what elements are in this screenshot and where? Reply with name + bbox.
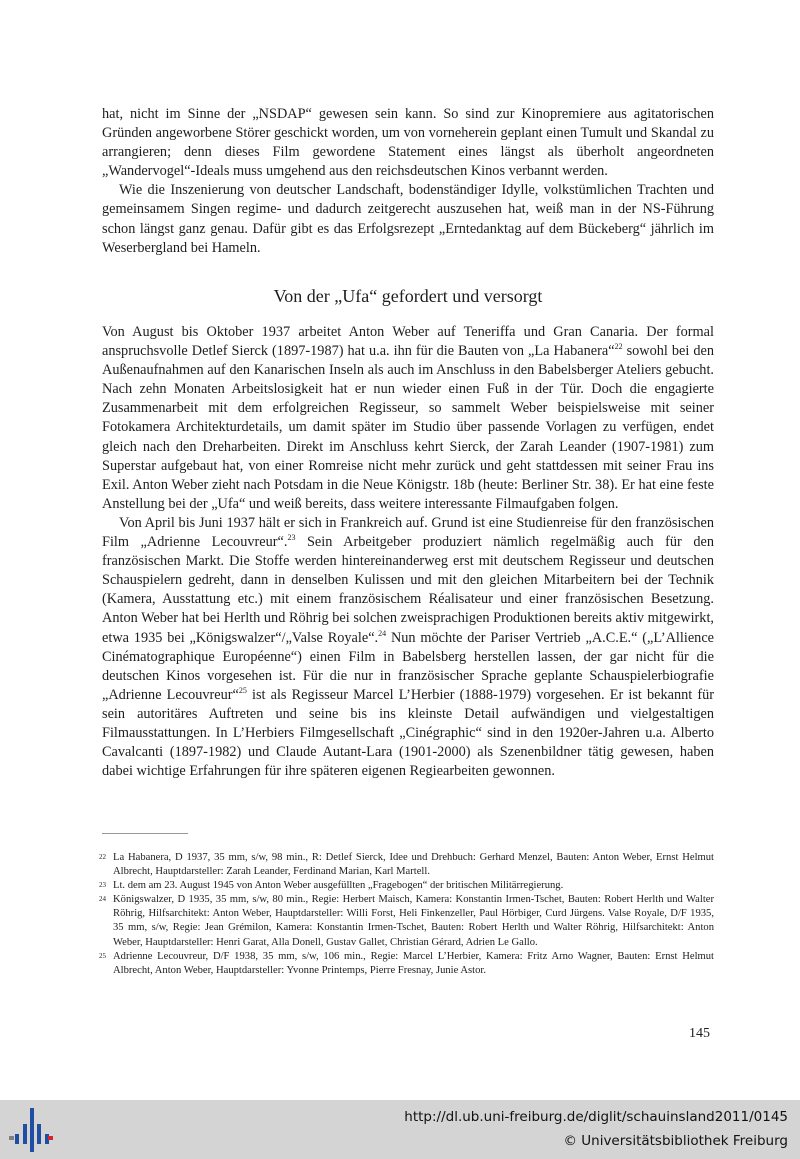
- footnote-text: La Habanera, D 1937, 35 mm, s/w, 98 min., R: Detlef Sierck, Idee und Drehbuch: Gerhard Menzel, Bauten: Anton Weber, Ernst Helmut Albrecht, Hauptdarsteller: Zarah Leander, Ferdinand Marian, Karl Martell.: [113, 852, 714, 878]
- paragraph: hat, nicht im Sinne der „NSDAP“ gewesen sein kann. So sind zur Kinopremiere aus agitatorischen Gründen angeworbene Störer geschickt worden, um von vorneherein geplant einen Tumult und Skandal zu arrangieren; denn dieses Film gewordene Statement eines längst als überholt angeordneten „Wandervogel“-Ideals muss umgehend aus den reichsdeutschen Kinos verbannt werden.: [102, 106, 714, 180]
- footnote-ref[interactable]: 23: [287, 533, 296, 543]
- footnote-ref[interactable]: 22: [614, 342, 623, 352]
- paragraph-text: Von August bis Oktober 1937 arbeitet Anton Weber auf Teneriffa und Gran Canaria. Der formal anspruchsvolle Detlef Sierck (1897-1987) hat u.a. ihn für die Bauten von „La Habanera“: [102, 324, 714, 360]
- paragraph-text: sowohl bei den Außenaufnahmen auf den Kanarischen Inseln als auch im Anschluss in den Babelsberger Ateliers gebucht. Nach zehn Monaten Arbeitslosigkeit hat er nun wieder einen Fuß in der Tür. Doch die engagierte Zusammenarbeit mit dem erfolgreichen Regisseur, so sammelt Weber beispielsweise mit seiner Fotokamera Architekturdetails, um damit später im Studio über passende Vorlagen zu verfügen, endet gleich nach den Dreharbeiten. Direkt im Anschluss kehrt Sierck, der Zarah Leander (1907-1981) zum Superstar aufgebaut hat, von einer Romreise nicht mehr zurück und geht stattdessen mit seiner Frau ins Exil. Anton Weber zieht nach Potsdam in die Neue Königstr. 18b (heute: Berliner Str. 38). Er hat eine feste Anstellung bei der „Ufa“ und weiß bereits, dass weitere interessante Filmaufgaben folgen.: [102, 343, 715, 512]
- logo-bar: [15, 1134, 19, 1144]
- page-number: 145: [689, 1026, 710, 1041]
- ub-freiburg-logo-icon: [9, 1107, 53, 1153]
- footnotes: [96, 851, 714, 978]
- paragraph: [102, 323, 714, 514]
- viewer-footer: [0, 1100, 800, 1159]
- copyright-text: © Universitätsbibliothek Freiburg: [563, 1133, 788, 1149]
- footnote-divider: [102, 833, 188, 834]
- paragraph-text: Nun möchte der Pariser Vertrieb „A.C.E.“ („L’Allience Cinématographique Européenne“) einen Film in Babelsberg herstellen lassen, der gar nicht für die deutschen Kinos vorgesehen ist. Für die nur in französischer Sprache geplante Schauspielerbiografie „Adrienne Lecouvreur“: [102, 629, 715, 703]
- footnote-number: 25: [99, 951, 106, 960]
- footnote: [96, 893, 714, 949]
- text-block-top: [102, 105, 714, 258]
- logo-dash: [9, 1136, 14, 1140]
- footnote-number: 24: [99, 895, 106, 904]
- footnote: [96, 851, 714, 879]
- section-heading: Von der „Ufa“ gefordert und versorgt: [273, 286, 543, 306]
- paragraph-text: Sein Arbeitgeber produziert nämlich regelmäßig auch für den französischen Markt. Die Stoffe werden hintereinanderweg erst mit deutschem Regisseur und deutschen Schauspielern gedreht, dann in denselben Kulissen und mit den gleichen Mitarbeitern bei der Technik (Kamera, Ausstattung etc.) mit einem französischem Réalisateur und einer französischen Besetzung. Anton Weber hat bei Herlth und Röhrig bei solchen zweisprachigen Produktionen bereits aktiv mitgewirkt, etwa 1935 bei „Königswalzer“/„Valse Royale“.: [102, 534, 714, 646]
- text-block-main: [102, 323, 714, 781]
- logo-bar: [37, 1124, 41, 1144]
- footnote-text: Königswalzer, D 1935, 35 mm, s/w, 80 min., Regie: Herbert Maisch, Kamera: Konstantin Irmen-Tschet, Bauten: Robert Herlth und Walter Röhrig, Hilfsarchitekt: Anton Weber, Hauptdarsteller: Willi Forst, Heli Finkenzeller, Paul Hörbiger, Curd Jürgens. Valse Royale, D/F 1935, 35 mm, s/w, Regie: Jean Grémilon, Kamera: Konstantin Irmen-Tschet, Bauten: Robert Herlth und Walter Röhrig, Hilfsarchitekt: Anton Weber, Hauptdarsteller: Henri Garat, Alla Donell, Gustav Gallet, Christian Gérard, Adrien Le Gallo.: [113, 894, 714, 948]
- footnote: [96, 950, 714, 978]
- page-url-link[interactable]: http://dl.ub.uni-freiburg.de/diglit/schauinsland2011/0145: [404, 1109, 788, 1125]
- paragraph-text: ist als Regisseur Marcel L’Herbier (1888-1979) vorgesehen. Er ist bekannt für sein autoritäres Auftreten und seine bis ins kleinste Detail aufwändigen und vielgestaltigen Filmausstattungen. In L’Herbiers Filmgesellschaft „Cinégraphic“ sind in den 1920er-Jahren u.a. Alberto Cavalcanti (1897-1982) und Claude Autant-Lara (1901-2000) als Szenenbildner tätig gewesen, haben dabei wichtige Erfahrungen für ihre späteren eigenen Regiearbeiten gewonnen.: [102, 686, 714, 780]
- footnote-text: Lt. dem am 23. August 1945 von Anton Weber ausgefüllten „Fragebogen“ der britischen Militärregierung.: [113, 880, 564, 892]
- footnote-number: 23: [99, 881, 106, 890]
- footnote: [96, 879, 714, 893]
- footnote-text: Adrienne Lecouvreur, D/F 1938, 35 mm, s/w, 106 min., Regie: Marcel L’Herbier, Kamera: Fritz Arno Wagner, Bauten: Ernst Helmut Albrecht, Anton Weber, Hauptdarsteller: Yvonne Printemps, Pierre Fresnay, Junie Astor.: [113, 950, 714, 976]
- logo-bar: [30, 1108, 34, 1152]
- paragraph: [102, 514, 714, 781]
- paragraph: Wie die Inszenierung von deutscher Landschaft, bodenständiger Idylle, volkstümlichen Trachten und gemeinsamem Singen regime- und dadurch zeitgerecht auszusehen hat, weiß man in der NS-Führung schon längst ganz genau. Dafür gibt es das Erfolgsrezept „Erntedanktag auf dem Bückeberg“ jährlich im Weserbergland bei Hameln.: [102, 182, 714, 256]
- footnote-ref[interactable]: 25: [238, 686, 247, 696]
- footnote-number: 22: [99, 853, 106, 861]
- paragraph-text: Von April bis Juni 1937 hält er sich in Frankreich auf. Grund ist eine Studienreise für den französischen Film „Adrienne Lecouvreur“.: [102, 514, 714, 551]
- logo-dash: [48, 1136, 53, 1140]
- logo-bar: [23, 1124, 27, 1144]
- footnote-ref[interactable]: 24: [378, 628, 387, 638]
